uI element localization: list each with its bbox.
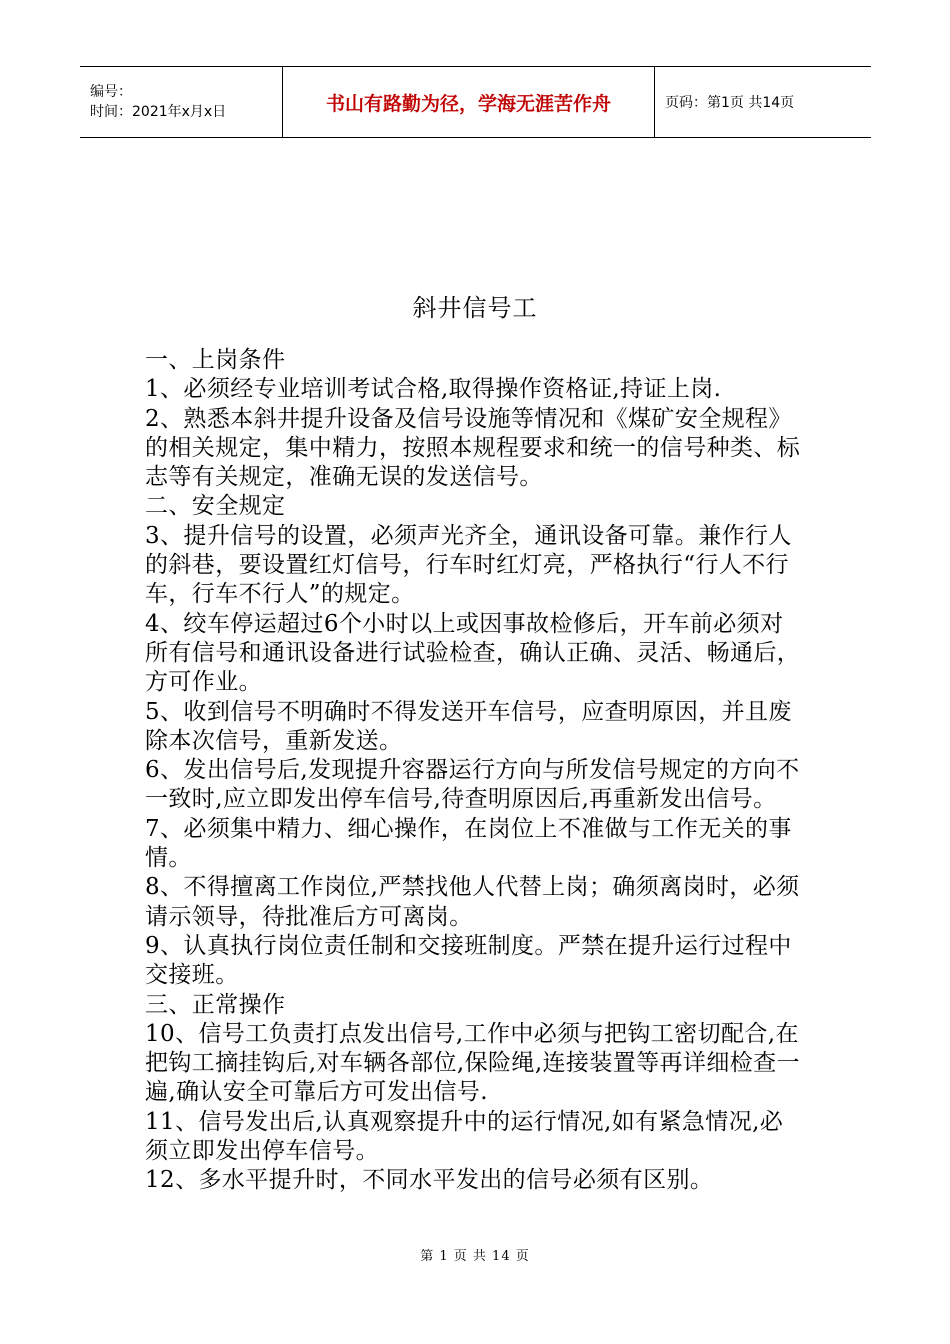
paragraph: 10、信号工负责打点发出信号,工作中必须与把钩工密切配合,在把钩工摘挂钩后,对车辆各部位,保险绳,连接装置等再详细检查一遍,确认安全可靠后方可发出信号. bbox=[145, 1020, 800, 1106]
header-page-info bbox=[655, 67, 871, 137]
paragraph: 9、认真执行岗位责任制和交接班制度。严禁在提升运行过程中交接班。 bbox=[145, 932, 792, 989]
paragraph: 8、不得擅离工作岗位,严禁找他人代替上岗；确须离岗时，必须请示领导，待批准后方可离岗。 bbox=[145, 874, 800, 930]
header-motto bbox=[282, 67, 655, 137]
page-info-text: 页码：第1页 共14页 bbox=[665, 95, 795, 111]
header-meta bbox=[80, 67, 282, 137]
document-number-label: 编号： bbox=[90, 84, 132, 100]
paragraph: 11、信号发出后,认真观察提升中的运行情况,如有紧急情况,必须立即发出停车信号。 bbox=[145, 1108, 784, 1165]
document-date-label: 时间：2021年x月x日 bbox=[90, 104, 227, 120]
motto-text: 书山有路勤为径，学海无涯苦作舟 bbox=[325, 92, 611, 115]
paragraph: 1、必须经专业培训考试合格,取得操作资格证,持证上岗. bbox=[145, 376, 722, 403]
page-header bbox=[80, 66, 871, 138]
section-heading: 二、安全规定 bbox=[145, 493, 286, 520]
paragraph: 4、绞车停运超过6个小时以上或因事故检修后，开车前必须对所有信号和通讯设备进行试验检查，确认正确、灵活、畅通后，方可作业。 bbox=[145, 610, 801, 696]
document-title: 斜井信号工 bbox=[412, 294, 538, 322]
paragraph: 7、必须集中精力、细心操作，在岗位上不准做与工作无关的事情。 bbox=[145, 815, 792, 872]
paragraph: 12、多水平提升时，不同水平发出的信号必须有区别。 bbox=[145, 1167, 714, 1194]
section-heading: 一、上岗条件 bbox=[145, 347, 286, 373]
paragraph: 3、提升信号的设置，必须声光齐全，通讯设备可靠。兼作行人的斜巷，要设置红灯信号，行车时红灯亮，严格执行“行人不行车，行车不行人”的规定。 bbox=[145, 522, 792, 608]
paragraph: 2、熟悉本斜井提升设备及信号设施等情况和《煤矿安全规程》的相关规定，集中精力，按照本规程要求和统一的信号种类、标志等有关规定，准确无误的发送信号。 bbox=[145, 405, 801, 491]
page-footer: 第 1 页 共 14 页 bbox=[420, 1249, 530, 1264]
paragraph: 5、收到信号不明确时不得发送开车信号，应查明原因，并且废除本次信号，重新发送。 bbox=[145, 698, 792, 754]
paragraph: 6、发出信号后,发现提升容器运行方向与所发信号规定的方向不一致时,应立即发出停车信号,待查明原因后,再重新发出信号。 bbox=[145, 757, 800, 813]
document-body bbox=[145, 346, 805, 1196]
section-heading: 三、正常操作 bbox=[145, 991, 286, 1018]
